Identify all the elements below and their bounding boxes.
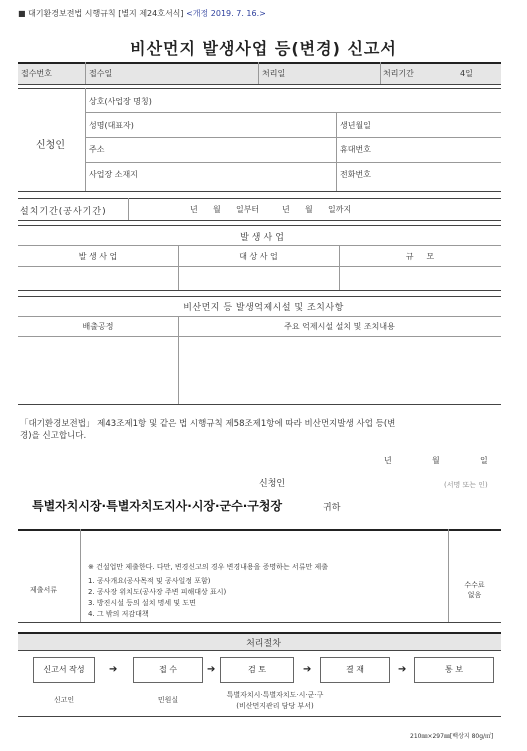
procedure-title: 처리절차 bbox=[246, 639, 281, 649]
document-item: 2. 공사장 위치도(공사장 주변 피해대상 표시) bbox=[88, 588, 227, 596]
actor-authority-dept: (비산먼지관리 담당 부서) bbox=[236, 702, 314, 710]
document-item: 3. 방진시설 등의 설치 명세 및 도면 bbox=[88, 599, 196, 607]
paper-size: 210㎜×297㎜[백상지 80g/㎡] bbox=[410, 733, 494, 740]
form-reference bbox=[18, 8, 266, 19]
actor-applicant: 신고인 bbox=[53, 696, 75, 704]
business-input[interactable] bbox=[18, 267, 178, 289]
date-day: 일 bbox=[480, 456, 488, 465]
declaration-line-1: 「대기환경보전법」 제43조제1항 및 같은 법 시행규칙 제58조제1항에 따라 비산먼지발생 사업 등(변 bbox=[20, 419, 396, 429]
revision-link[interactable]: <개정 2019. 7. 16.> bbox=[186, 9, 266, 18]
fee-label: 수수료 bbox=[464, 581, 485, 589]
control-facilities-title: 비산먼지 등 발생억제시설 및 조치사항 bbox=[183, 303, 344, 313]
target-input[interactable] bbox=[179, 267, 339, 289]
recipient-suffix: 귀하 bbox=[323, 503, 341, 513]
document-item: 1. 공사개요(공사목적 및 공사일정 포함) bbox=[88, 577, 211, 585]
measures-input[interactable] bbox=[179, 337, 501, 403]
date-year: 년 bbox=[384, 456, 392, 465]
documents-note: ※ 건설업만 제출한다. 다만, 변경신고의 경우 변경내용을 증명하는 서류만 제출 bbox=[88, 563, 328, 571]
col-scale: 규 모 bbox=[405, 252, 435, 261]
col-measures: 주요 억제시설 설치 및 조치내용 bbox=[284, 322, 395, 331]
document-item: 4. 그 밖의 저감대책 bbox=[88, 610, 149, 618]
process-period-label: 처리기간 bbox=[383, 69, 414, 78]
form-title: 비산먼지 발생사업 등(변경) 신고서 bbox=[130, 39, 397, 58]
step-write: 신고서 작성 bbox=[33, 657, 95, 683]
declaration-line-2: 경)을 신고합니다. bbox=[20, 431, 87, 441]
scale-input[interactable] bbox=[340, 267, 501, 289]
address-field[interactable]: 주소 bbox=[89, 145, 105, 154]
documents-label: 제출서류 bbox=[30, 586, 58, 594]
sign-note: (서명 또는 인) bbox=[444, 481, 488, 489]
process-input[interactable] bbox=[18, 337, 178, 403]
representative-field[interactable]: 성명(대표자) bbox=[89, 121, 134, 130]
step-review: 검 토 bbox=[220, 657, 294, 683]
emission-business-title: 발생사업 bbox=[240, 233, 287, 243]
applicant-sign-label: 신청인 bbox=[259, 479, 286, 489]
law-reference: ■ 대기환경보전법 시행규칙 [별지 제24호서식] bbox=[18, 9, 184, 18]
step-receive: 접 수 bbox=[133, 657, 203, 683]
applicant-section-label: 신청인 bbox=[36, 140, 65, 151]
date-month: 월 bbox=[432, 456, 440, 465]
arrow-right-icon: ➔ bbox=[398, 664, 407, 675]
receipt-date-label: 접수일 bbox=[89, 69, 113, 78]
step-approve: 결 재 bbox=[320, 657, 390, 683]
fee-value: 없음 bbox=[467, 591, 482, 599]
receipt-no-label: 접수번호 bbox=[21, 69, 52, 78]
col-process: 배출공정 bbox=[82, 322, 114, 331]
business-location-field[interactable]: 사업장 소재지 bbox=[89, 170, 138, 179]
phone-field[interactable]: 전화번호 bbox=[340, 170, 371, 179]
arrow-right-icon: ➔ bbox=[207, 664, 216, 675]
arrow-right-icon: ➔ bbox=[109, 664, 118, 675]
col-business: 발 생 사 업 bbox=[78, 252, 118, 261]
col-target: 대 상 사 업 bbox=[239, 252, 278, 261]
business-name-field[interactable]: 상호(사업장 명칭) bbox=[89, 97, 152, 106]
install-period-label: 설치기간(공사기간) bbox=[20, 207, 107, 217]
birth-date-field[interactable]: 생년월일 bbox=[340, 121, 371, 130]
actor-authority: 특별자치시·특별자치도·시·군·구 bbox=[226, 691, 324, 699]
install-period-field[interactable]: 년 월 일부터 년 월 일까지 bbox=[190, 205, 352, 214]
step-notify: 통 보 bbox=[414, 657, 494, 683]
mobile-field[interactable]: 휴대번호 bbox=[340, 145, 371, 154]
recipient: 특별자치시장·특별자치도지사·시장·군수·구청장 bbox=[32, 499, 283, 513]
process-date-label: 처리일 bbox=[262, 69, 286, 78]
actor-office: 민원실 bbox=[157, 696, 179, 704]
arrow-right-icon: ➔ bbox=[303, 664, 312, 675]
process-period-value: 4일 bbox=[460, 69, 473, 78]
